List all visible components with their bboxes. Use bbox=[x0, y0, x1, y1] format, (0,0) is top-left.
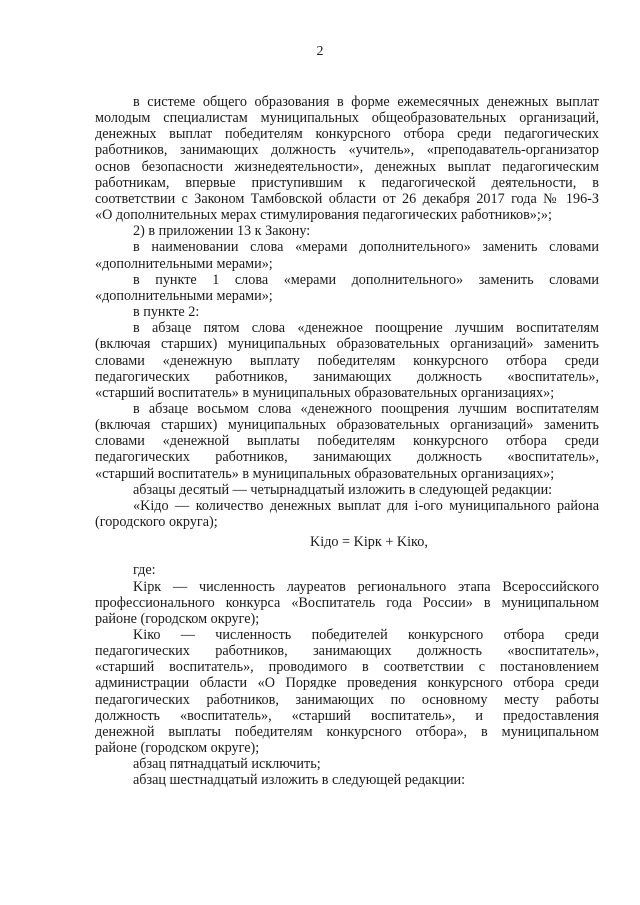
text-line: «старший воспитатель», проводимого в соответствии с постановлением bbox=[95, 659, 599, 676]
text-line: 2) в приложении 13 к Закону: bbox=[133, 223, 311, 240]
text-line: абзацы десятый — четырнадцатый изложить в следующей редакции: bbox=[133, 481, 553, 498]
text-line: профессионального конкурса «Воспитатель года России» в муниципальном bbox=[95, 594, 599, 611]
text-line: педагогических работников, занимающих по основному месту работы bbox=[95, 691, 599, 708]
text-line: «Kiдо — количество денежных выплат для i-ого муниципального района bbox=[133, 497, 599, 514]
text-line: где: bbox=[133, 562, 156, 579]
text-line: Kiко — численность победителей конкурсного отбора среди bbox=[133, 627, 599, 643]
text-line: молодым специалистам муниципальных общеобразовательных организаций, bbox=[95, 110, 599, 127]
text-line: словами «денежной выплаты победителям конкурсного отбора среди bbox=[95, 433, 599, 450]
document-body bbox=[95, 94, 599, 789]
page-number: 2 bbox=[316, 44, 324, 59]
text-line: денежной выплаты победителям конкурсного отбора», в муниципальном bbox=[95, 723, 599, 740]
text-line: в системе общего образования в форме ежемесячных денежных выплат bbox=[133, 94, 599, 110]
text-line: «старший воспитатель» в муниципальных образовательных организациях»; bbox=[95, 384, 555, 401]
text-line: (включая старших) муниципальных образовательных организаций» заменить bbox=[95, 417, 599, 434]
text-line: (городского округа); bbox=[95, 514, 218, 531]
text-line: педагогических работников, занимающих должность «воспитатель», bbox=[95, 368, 599, 385]
text-line: администрации области «О Порядке проведения конкурсного отбора среди bbox=[95, 675, 599, 692]
text-line: «дополнительными мерами»; bbox=[95, 255, 273, 272]
text-line: в пункте 2: bbox=[133, 304, 200, 321]
text-line: словами «денежную выплату победителям конкурсного отбора среди bbox=[95, 352, 599, 369]
text-line: абзац шестнадцатый изложить в следующей редакции: bbox=[133, 772, 466, 789]
text-line: абзац пятнадцатый исключить; bbox=[133, 756, 321, 773]
text-line: Kiрк — численность лауреатов регионального этапа Всероссийского bbox=[133, 578, 599, 595]
formula: Kiдо = Kiрк + Kiко, bbox=[310, 534, 428, 551]
text-line: работникам, впервые приступившим к педагогической деятельности, в bbox=[95, 174, 599, 191]
text-line: в абзаце восьмом слова «денежного поощрения лучшим воспитателям bbox=[133, 400, 599, 417]
text-line: в пункте 1 слова «мерами дополнительного» заменить словами bbox=[133, 271, 599, 288]
text-line: соответствии с Законом Тамбовской области от 26 декабря 2017 года № 196-З bbox=[95, 190, 599, 207]
text-line: денежных выплат победителям конкурсного отбора среди педагогических bbox=[95, 126, 599, 143]
text-line: педагогических работников, занимающих должность «воспитатель», bbox=[95, 643, 599, 660]
text-line: «О дополнительных мерах стимулирования педагогических работников»;»; bbox=[95, 207, 552, 224]
text-line: в абзаце пятом слова «денежное поощрение лучшим воспитателям bbox=[133, 320, 599, 337]
text-line: «старший воспитатель» в муниципальных образовательных организациях»; bbox=[95, 465, 555, 482]
text-line: в наименовании слова «мерами дополнительного» заменить словами bbox=[133, 239, 599, 256]
text-line: районе (городском округе); bbox=[95, 740, 260, 757]
text-line: районе (городском округе); bbox=[95, 610, 260, 627]
text-line: должность «воспитатель», «старший воспитатель», и предоставления bbox=[95, 707, 599, 724]
text-line: «дополнительными мерами»; bbox=[95, 287, 273, 304]
text-line: (включая старших) муниципальных образовательных организаций» заменить bbox=[95, 336, 599, 353]
text-line: основ безопасности жизнедеятельности», денежных выплат педагогическим bbox=[95, 158, 599, 175]
text-line: работников, занимающих должность «учитель», «преподаватель-организатор bbox=[95, 142, 599, 159]
text-line: педагогических работников, занимающих должность «воспитатель», bbox=[95, 449, 599, 466]
